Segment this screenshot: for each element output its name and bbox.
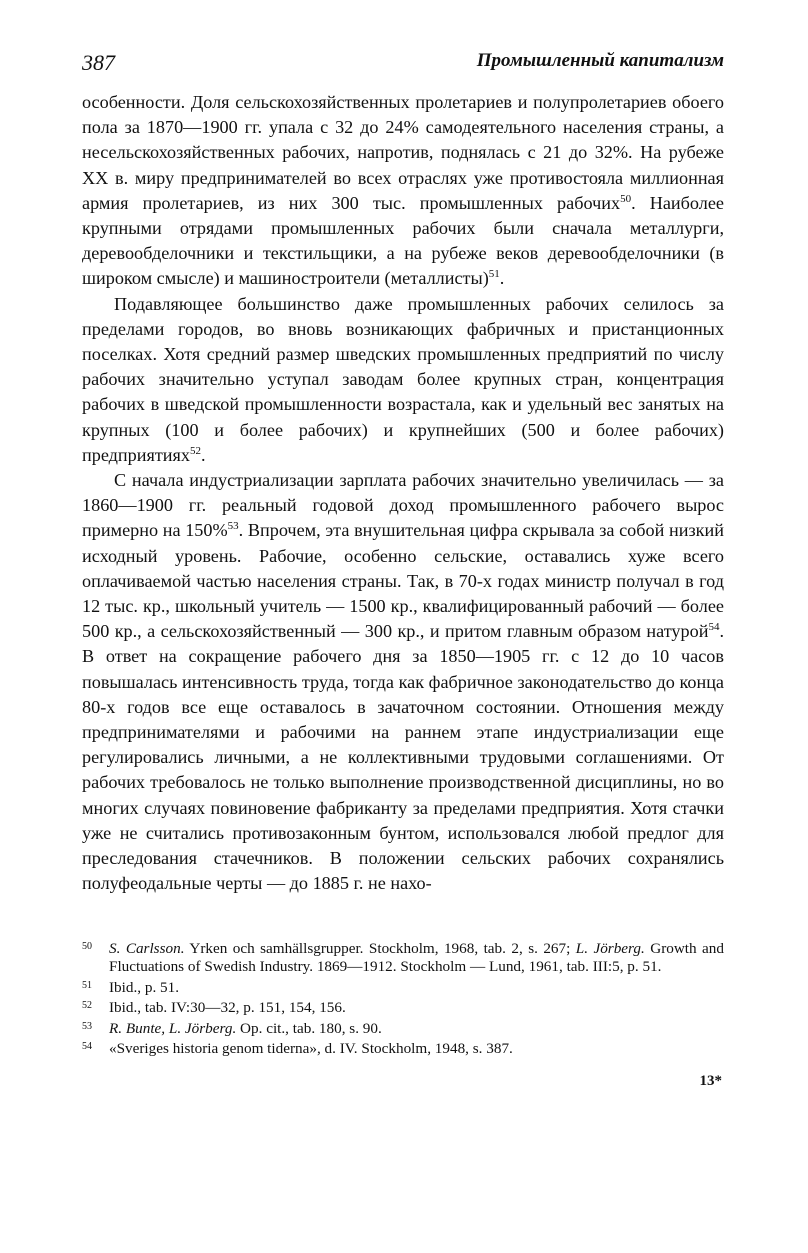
footnote-ref-50[interactable]: 50 — [620, 192, 632, 205]
footnote-number: 52 — [82, 1000, 92, 1012]
paragraph-3: С начала индустриализации зарплата рабочих значительно увеличилась — за 1860—1900 гг. реальный годовой доход промышленного рабочего вырос примерно на 150%$^{53}$. Впрочем, эта внушительная цифра скрывала за собой низкий исходный уровень. Рабочие, особенно сельские, оставались хуже всего оплачиваемой частью населения страны. Так, в 70-х годах министр получал в год 12 тыс. кр., школьный учитель — 1500 кр., квалифицированный рабочий — более 500 кр., а сельскохозяйственный — 300 кр., и притом главным образом натурой$^{54}$. В ответ на сокращение рабочего дня за 1850—1905 гг. с 12 до 10 часов повышалась интенсивность труда, тогда как фабричное законодательство до конца 80-х годов все еще оставалось в зачаточном состоянии. Отношения между предпринимателями и рабочими на раннем этапе индустриализации еще регулировались личными, а не коллективными трудовыми соглашениями. От рабочих требовалось не только выполнение производственной дисциплины, но во многих случаях повиновение фабриканту за пределами предприятия. Хотя стачки уже не считались противозаконным бунтом, использовался любой предлог для преследования стачечников. В положении сельских рабочих сохранялись полуфеодальные черты — до 1885 г. не нахо- — [82, 470, 724, 894]
page-number: 387 — [82, 50, 115, 75]
footnote-number: 53 — [82, 1020, 92, 1032]
footnote-53: 53 R. Bunte, L. Jörberg. Op. cit., tab. 180, s. 90. — [82, 1019, 382, 1037]
paragraph-1: особенности. Доля сельскохозяйственных пролетариев и полупролетариев обоего пола за 1870—1900 гг. упала с 32 до 24% самодеятельного населения страны, а несельскохозяйственных рабочих, напротив, поднялась с 21 до 32%. На рубеже XX в. миру предпринимателей во всех отраслях уже противостояла миллионная армия пролетариев, из них 300 тыс. промышленных рабочих$^{50}$. Наиболее крупными отрядами промышленных рабочих были сначала металлурги, деревообделочники и текстильщики, а на рубеже веков деревообделочники (в широком смысле) и машиностроители (металлисты)$^{51}$. — [82, 92, 724, 289]
footnote-number: 54 — [82, 1041, 92, 1053]
footnote-54: 54 «Sveriges historia genom tiderna», d. IV. Stockholm, 1948, s. 387. — [82, 1040, 513, 1058]
footnotes — [82, 938, 724, 1058]
footnote-ref-52[interactable]: 52 — [189, 444, 201, 457]
footnote-number: 51 — [82, 979, 92, 991]
footnote-52: 52 Ibid., tab. IV:30—32, p. 151, 154, 156. — [82, 999, 346, 1017]
body-text — [82, 90, 724, 897]
footnote-51: 51 Ibid., p. 51. — [82, 978, 180, 996]
footnote-ref-51[interactable]: 51 — [488, 268, 500, 281]
running-title: Промышленный капитализм — [476, 50, 724, 71]
footnote-ref-54[interactable]: 54 — [708, 621, 720, 634]
footnote-ref-53[interactable]: 53 — [227, 520, 239, 533]
footnote-50: 50 S. Carlsson. Yrken och samhällsgrupper. Stockholm, 1968, tab. 2, s. 267; L. Jörberg. Growth and Fluctuations of Swedish Industry. 1869—1912. Stockholm — Lund, 1961, tab. III:5, p. 51. — [82, 940, 724, 976]
signature-mark: 13* — [699, 1073, 722, 1089]
paragraph-2: Подавляющее большинство даже промышленных рабочих селилось за пределами городов, во вновь возникающих фабричных и пристанционных поселках. Хотя средний размер шведских промышленных предприятий по числу рабочих значительно уступал заводам более крупных стран, концентрация рабочих в шведской промышленности возрастала, как и удельный вес занятых на крупных (100 и более рабочих) и крупнейших (500 и более рабочих) предприятиях$^{52}$. — [82, 293, 724, 465]
footnote-number: 50 — [82, 941, 92, 952]
